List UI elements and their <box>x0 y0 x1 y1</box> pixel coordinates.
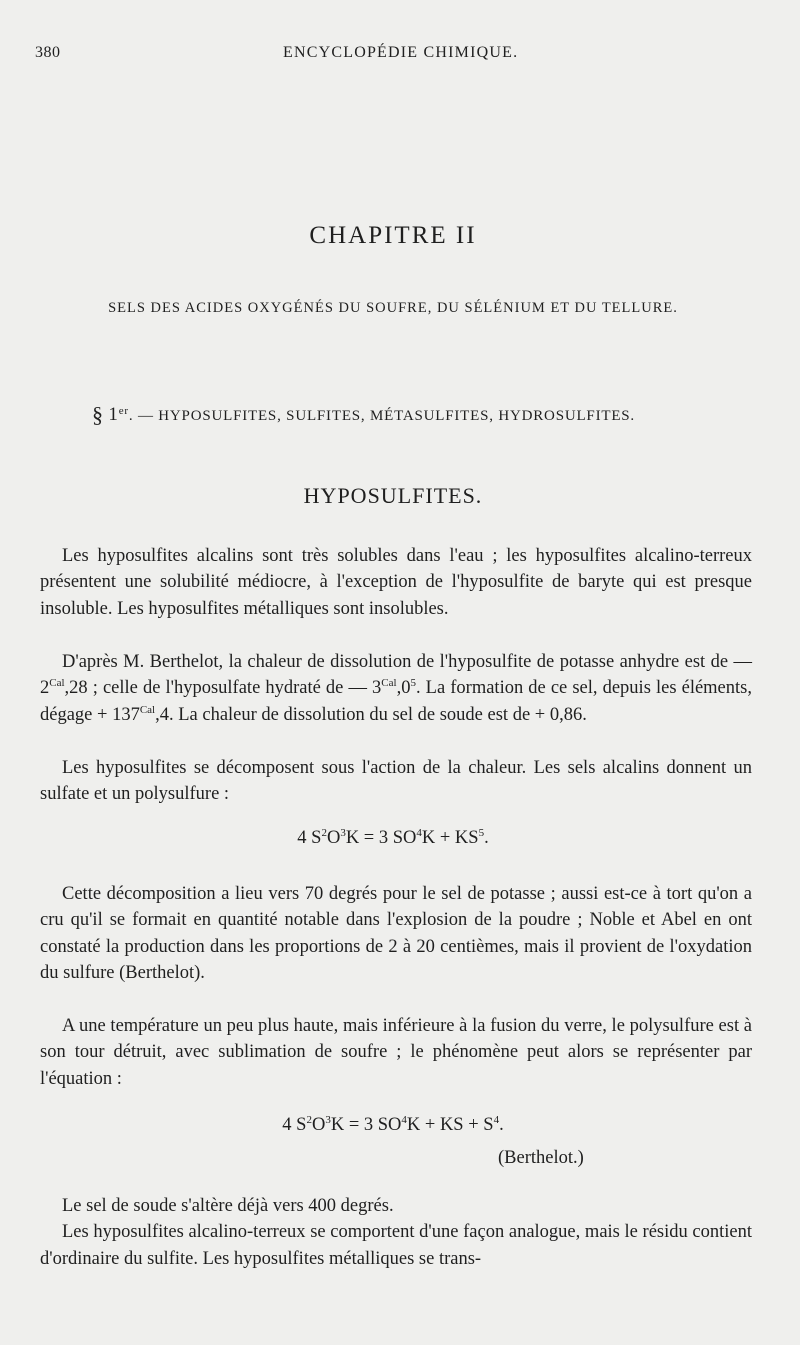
chapter-title: CHAPITRE II <box>309 222 477 249</box>
chapter-subtitle: SELS DES ACIDES OXYGÉNÉS DU SOUFRE, DU SÉLÉNIUM ET DU TELLURE. <box>108 300 678 316</box>
paragraph-text: Les hyposulfites se décomposent sous l'action de la chaleur. Les sels alcalins donnent un sulfate et un polysulfure : <box>40 758 752 805</box>
running-head <box>35 44 760 68</box>
superscript: Cal <box>49 677 65 690</box>
section-title: . — HYPOSULFITES, SULFITES, MÉTASULFITES, HYDROSULFITES. <box>128 408 635 424</box>
paragraph-text <box>40 649 752 728</box>
paragraph-6-7 <box>40 1193 752 1272</box>
text-run: . La formation de ce sel, depuis les éléments, dégage + 137 <box>40 678 752 725</box>
paragraph-2 <box>40 649 752 728</box>
paragraph-3 <box>40 755 752 808</box>
running-title: ENCYCLOPÉDIE CHIMIQUE. <box>283 44 519 61</box>
paragraph-text: Le sel de soude s'altère déjà vers 400 degrés. <box>62 1196 394 1216</box>
superscript: 5 <box>410 677 416 690</box>
paragraph-text: Les hyposulfites alcalins sont très solubles dans l'eau ; les hyposulfites alcalino-terreux présentent une solubilité médiocre, à l'exception de l'hyposulfite de baryte qui est presque insoluble. Les hyposulfites métalliques sont insolubles. <box>40 546 752 619</box>
section-heading <box>92 402 635 428</box>
paragraph-text: Cette décomposition a lieu vers 70 degrés pour le sel de potasse ; aussi est-ce à tort qu'on a cru qu'il se formait en quantité notable dans l'explosion de la poudre ; Noble et Abel en ont constaté la production dans les proportions de 2 à 20 centièmes, mais il provient de l'oxydation du sulfure (Berthelot). <box>40 884 752 984</box>
text-run: ,0 <box>396 678 411 699</box>
equation-attribution: (Berthelot.) <box>498 1148 584 1168</box>
equation-1: 4 $S^2O^3K = 3$ $SO^4K + KS^5$. <box>297 826 489 848</box>
section-number: 1 <box>108 404 119 425</box>
superscript: Cal <box>139 703 156 716</box>
paragraph-text: A une température un peu plus haute, mais inférieure à la fusion du verre, le polysulfure est à son tour détruit, avec sublimation de soufre ; le phénomène peut alors se représenter par l'équation : <box>40 1016 752 1089</box>
subsection-heading: HYPOSULFITES. <box>303 483 483 508</box>
page-number: 380 <box>35 44 61 61</box>
superscript: Cal <box>381 677 397 690</box>
paragraph-4 <box>40 881 752 987</box>
text-run: D'après M. Berthelot, la chaleur de dissolution de l'hyposulfite de potasse anhydre est de — 2 <box>40 652 752 699</box>
section-number-sup: er <box>118 405 129 417</box>
text-run: ,28 ; celle de l'hyposulfate hydraté de — 3 <box>64 678 382 699</box>
paragraph-1 <box>40 543 752 622</box>
paragraph-text: Les hyposulfites alcalino-terreux se comportent d'une façon analogue, mais le résidu contient d'ordinaire du sulfite. Les hyposulfites métalliques se trans- <box>40 1222 752 1269</box>
text-run: ,4. La chaleur de dissolution du sel de soude est de + 0,86. <box>155 704 587 725</box>
paragraph-5 <box>40 1013 752 1092</box>
equation-2: 4 $S^2O^3K = 3$ $SO^4K$ + KS + $S^4$. <box>282 1113 504 1135</box>
section-mark: § <box>92 402 104 427</box>
